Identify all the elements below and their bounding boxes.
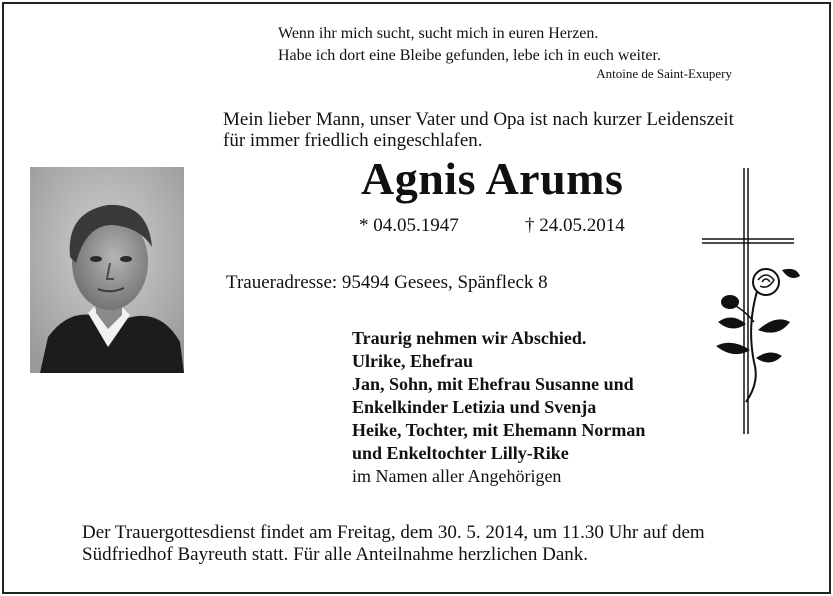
funeral-address: Traueradresse: 95494 Gesees, Spänfleck 8	[226, 272, 548, 293]
birth-date: * 04.05.1947	[359, 215, 459, 236]
mourners-line: Ulrike, Ehefrau	[352, 351, 473, 371]
service-line-1: Der Trauergottesdienst findet am Freitag, dem 30. 5. 2014, um 11.30 Uhr auf dem	[82, 522, 705, 543]
intro-line-2: für immer friedlich eingeschlafen.	[223, 130, 483, 151]
portrait-photo	[30, 167, 184, 373]
cross-with-rose-icon	[698, 162, 804, 442]
quote-line-2: Habe ich dort eine Bleibe gefunden, lebe ich in euch weiter.	[278, 47, 661, 64]
mourners-line: und Enkeltochter Lilly-Rike	[352, 443, 569, 463]
mourners-list	[352, 327, 645, 488]
deceased-name: Agnis Arums	[361, 153, 624, 204]
mourners-line: Traurig nehmen wir Abschied.	[352, 328, 587, 348]
service-line-2: Südfriedhof Bayreuth statt. Für alle Anteilnahme herzlichen Dank.	[82, 544, 588, 565]
death-date: † 24.05.2014	[525, 215, 625, 236]
obituary-notice	[2, 2, 831, 594]
mourners-line: Heike, Tochter, mit Ehemann Norman	[352, 420, 646, 440]
mourners-line: Enkelkinder Letizia und Svenja	[352, 397, 597, 417]
quote-line-1: Wenn ihr mich sucht, sucht mich in euren Herzen.	[278, 25, 599, 42]
mourners-line: im Namen aller Angehörigen	[352, 466, 562, 486]
intro-line-1: Mein lieber Mann, unser Vater und Opa ist nach kurzer Leidenszeit	[223, 109, 734, 130]
quote-author: Antoine de Saint-Exupery	[596, 66, 732, 81]
mourners-line: Jan, Sohn, mit Ehefrau Susanne und	[352, 374, 634, 394]
